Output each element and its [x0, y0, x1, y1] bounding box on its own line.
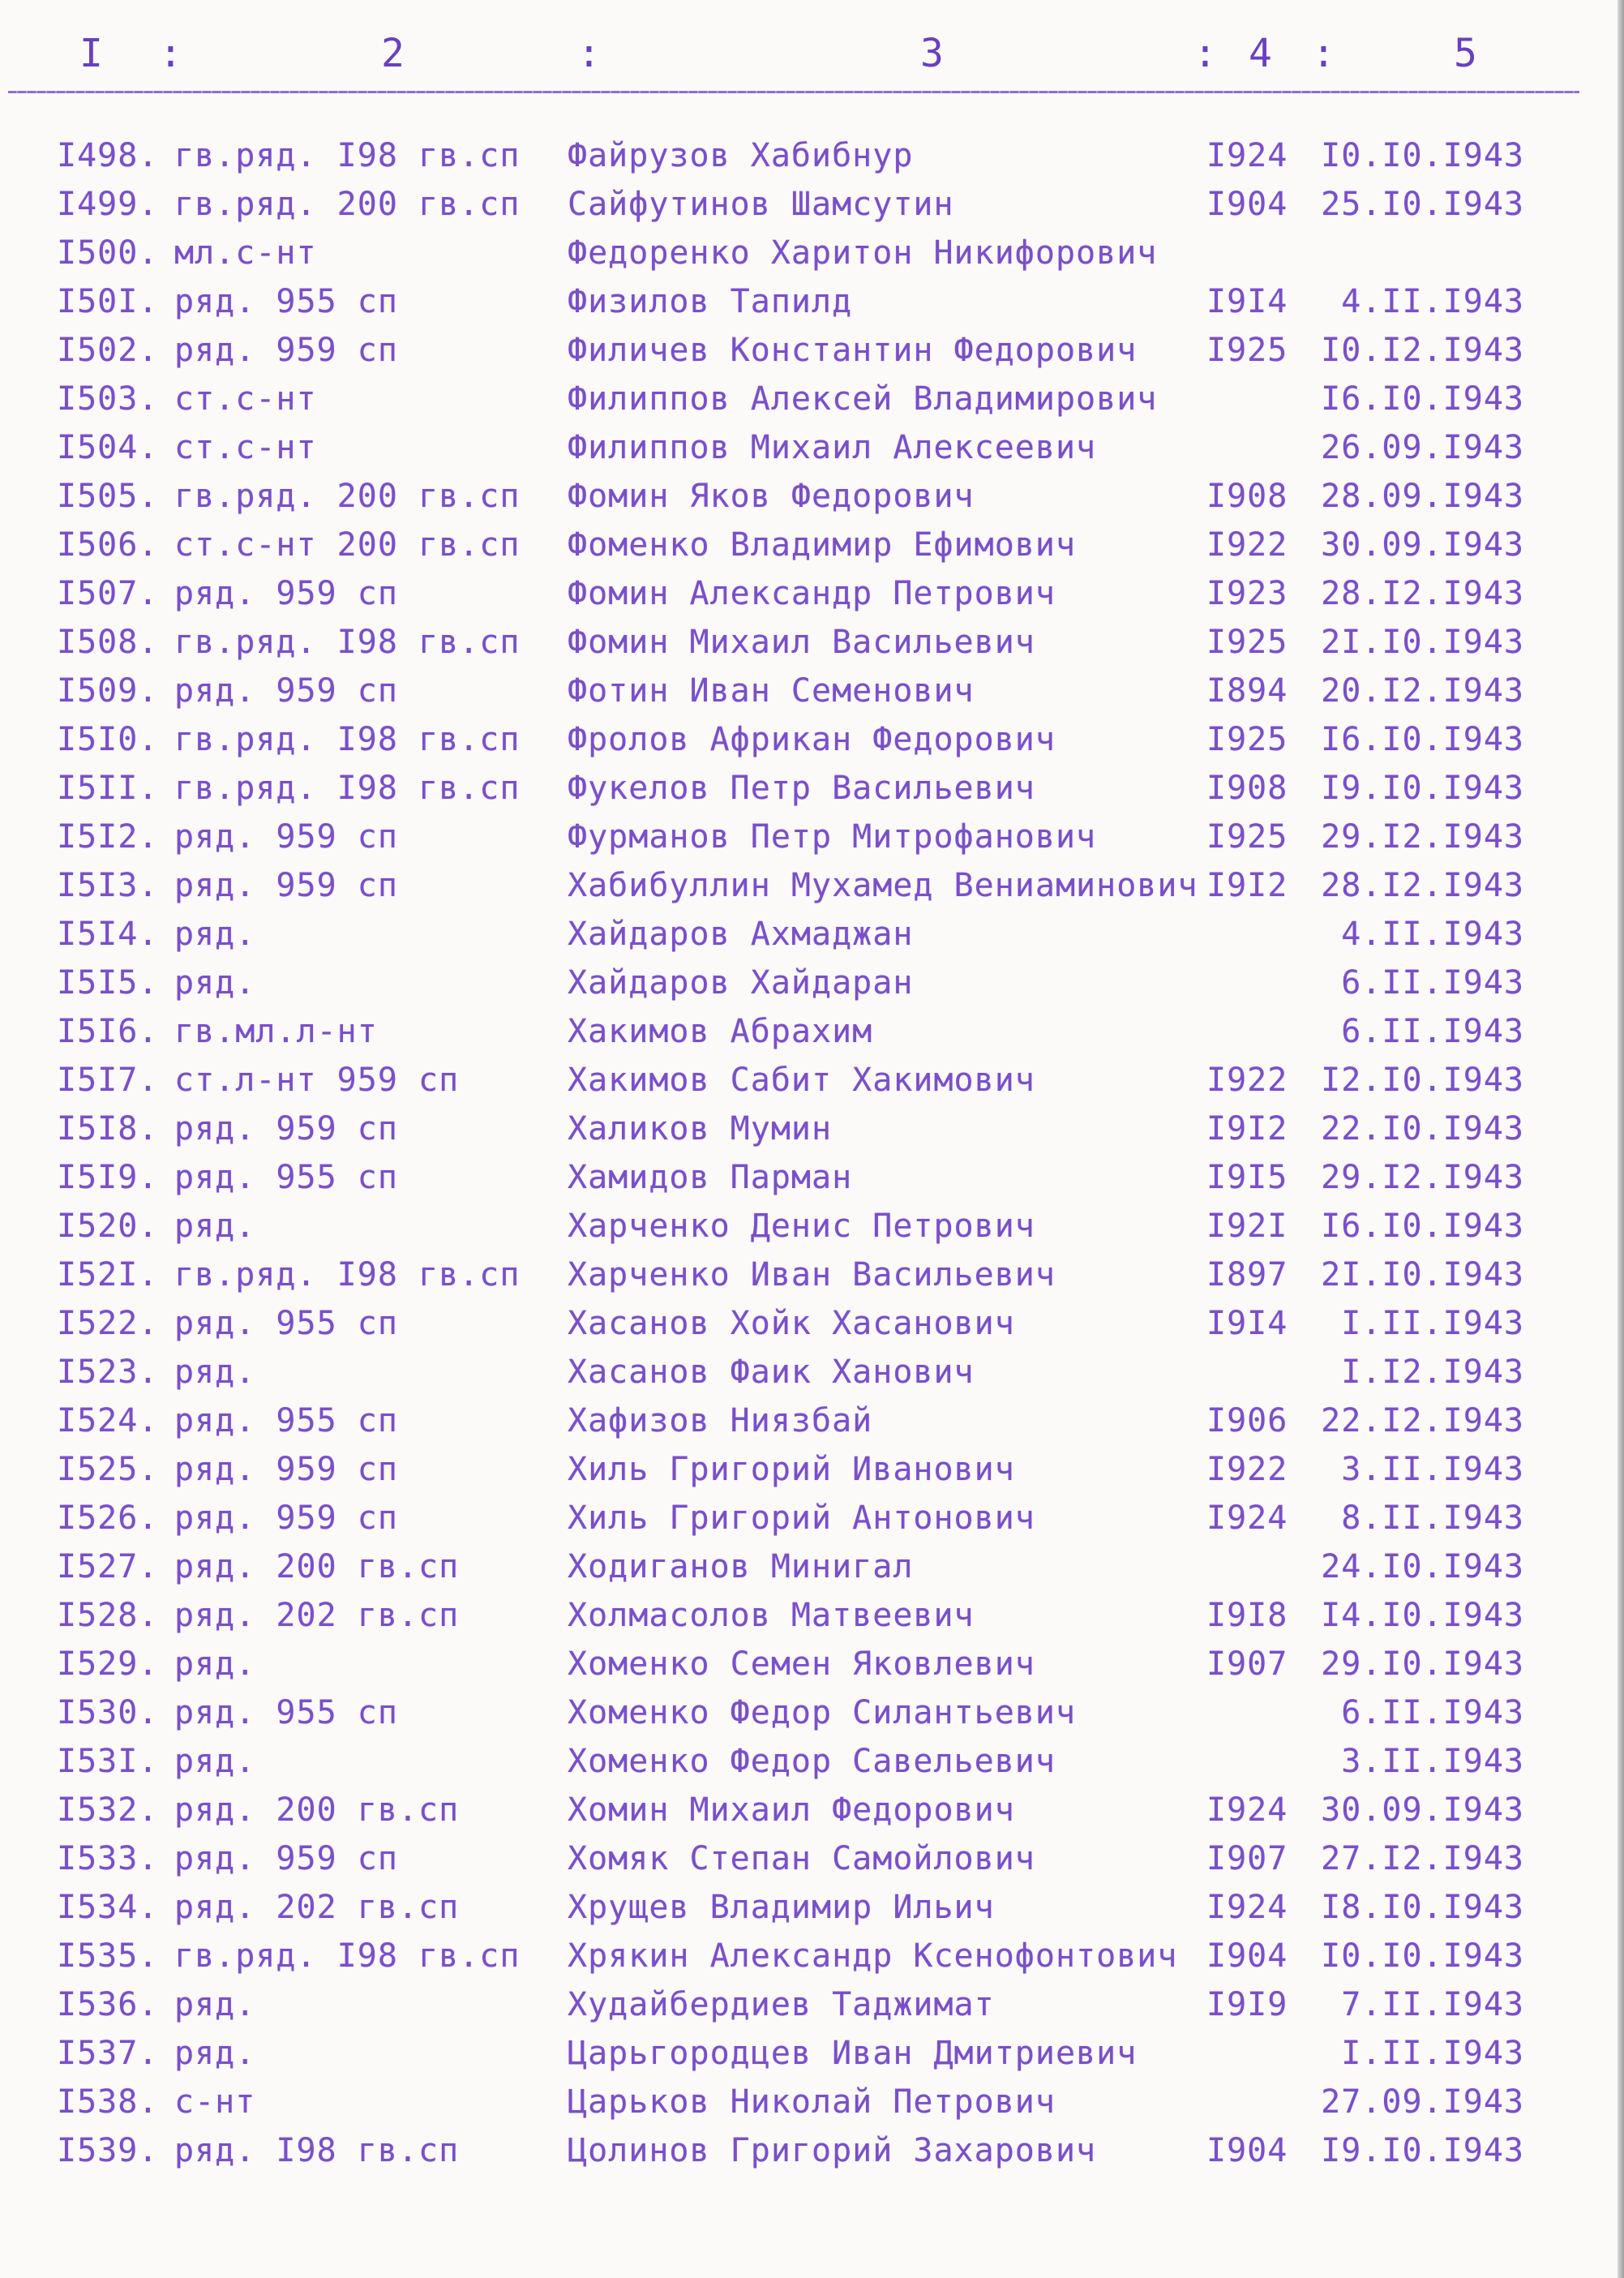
- record-birth-year: I9I4: [1206, 283, 1288, 320]
- record-date: 6.II.I943: [1341, 964, 1524, 1002]
- record-row: [0, 1056, 1624, 1105]
- record-number: I507.: [57, 575, 159, 612]
- record-full-name: Худайбердиев Таджимат: [568, 1986, 995, 2023]
- record-full-name: Хасанов Хойк Хасанович: [568, 1305, 1015, 1342]
- record-number: I503.: [57, 380, 159, 418]
- record-rank-unit: гв.ряд. I98 гв.сп: [174, 1937, 521, 1975]
- record-row: [0, 1688, 1624, 1737]
- record-rank-unit: ряд. 200 гв.сп: [174, 1791, 460, 1829]
- record-number: I520.: [57, 1208, 159, 1245]
- record-row: [0, 1786, 1624, 1834]
- record-date: 29.I2.I943: [1321, 1159, 1524, 1196]
- record-number: I533.: [57, 1840, 159, 1877]
- column-2-header: 2: [381, 31, 406, 76]
- column-separator: :: [1193, 31, 1219, 76]
- record-date: 26.09.I943: [1321, 429, 1524, 466]
- record-date: I0.I2.I943: [1321, 332, 1524, 369]
- record-row: [0, 2078, 1624, 2126]
- record-full-name: Хакимов Сабит Хакимович: [568, 1062, 1035, 1099]
- record-rank-unit: гв.ряд. 200 гв.сп: [174, 186, 521, 223]
- record-row: [0, 764, 1624, 813]
- record-row: [0, 1640, 1624, 1688]
- record-full-name: Фомин Михаил Васильевич: [568, 624, 1035, 661]
- record-row: [0, 1153, 1624, 1202]
- record-date: I8.I0.I943: [1321, 1889, 1524, 1926]
- record-row: [0, 472, 1624, 521]
- record-full-name: Хомяк Степан Самойлович: [568, 1840, 1035, 1877]
- record-full-name: Хрущев Владимир Ильич: [568, 1889, 995, 1926]
- record-birth-year: I925: [1206, 332, 1288, 369]
- record-rank-unit: ряд. 959 сп: [174, 332, 398, 369]
- record-row: [0, 1105, 1624, 1153]
- record-date: 3.II.I943: [1341, 1743, 1524, 1780]
- record-rank-unit: ряд.: [174, 2035, 256, 2072]
- record-date: I.II.I943: [1341, 2035, 1524, 2072]
- record-rank-unit: ряд.: [174, 1354, 256, 1391]
- record-date: 30.09.I943: [1321, 1791, 1524, 1829]
- record-date: 4.II.I943: [1341, 916, 1524, 953]
- record-full-name: Фомин Яков Федорович: [568, 478, 975, 515]
- record-rank-unit: ряд. 959 сп: [174, 575, 398, 612]
- column-4-header: 4: [1249, 31, 1274, 76]
- record-full-name: Хайдаров Ахмаджан: [568, 916, 914, 953]
- record-birth-year: I925: [1206, 721, 1288, 758]
- record-number: I504.: [57, 429, 159, 466]
- record-birth-year: I9I5: [1206, 1159, 1288, 1196]
- record-full-name: Федоренко Харитон Никифорович: [568, 234, 1158, 272]
- record-full-name: Хакимов Абрахим: [568, 1013, 873, 1050]
- record-rank-unit: ст.с-нт 200 гв.сп: [174, 526, 521, 564]
- record-date: 6.II.I943: [1341, 1013, 1524, 1050]
- record-full-name: Фомин Александр Петрович: [568, 575, 1056, 612]
- record-birth-year: I904: [1206, 186, 1288, 223]
- record-row: [0, 667, 1624, 715]
- record-rank-unit: гв.ряд. 200 гв.сп: [174, 478, 521, 515]
- record-rank-unit: ст.с-нт: [174, 429, 317, 466]
- record-full-name: Хафизов Ниязбай: [568, 1402, 873, 1439]
- record-rank-unit: ряд. 202 гв.сп: [174, 1597, 460, 1634]
- record-number: I5I3.: [57, 867, 159, 904]
- record-date: 25.I0.I943: [1321, 186, 1524, 223]
- record-number: I500.: [57, 234, 159, 272]
- record-date: I9.I0.I943: [1321, 2132, 1524, 2169]
- record-full-name: Хрякин Александр Ксенофонтович: [568, 1937, 1178, 1975]
- record-row: [0, 1591, 1624, 1640]
- record-rank-unit: ряд. 959 сп: [174, 1451, 398, 1488]
- record-date: 24.I0.I943: [1321, 1548, 1524, 1585]
- column-5-header: 5: [1454, 31, 1479, 76]
- record-full-name: Хиль Григорий Антонович: [568, 1499, 1035, 1537]
- record-number: I5I6.: [57, 1013, 159, 1050]
- record-full-name: Хоменко Семен Яковлевич: [568, 1645, 1035, 1683]
- record-row: [0, 569, 1624, 618]
- record-full-name: Хасанов Фаик Ханович: [568, 1354, 975, 1391]
- record-full-name: Царьгородцев Иван Дмитриевич: [568, 2035, 1138, 2072]
- record-full-name: Фролов Африкан Федорович: [568, 721, 1056, 758]
- record-row: [0, 326, 1624, 375]
- record-full-name: Хоменко Федор Савельевич: [568, 1743, 1056, 1780]
- record-number: I498.: [57, 137, 159, 174]
- record-number: I5I4.: [57, 916, 159, 953]
- record-row: [0, 2029, 1624, 2078]
- column-1-header: I: [79, 31, 105, 76]
- record-birth-year: I894: [1206, 672, 1288, 710]
- record-rank-unit: гв.ряд. I98 гв.сп: [174, 137, 521, 174]
- record-full-name: Филиппов Алексей Владимирович: [568, 380, 1158, 418]
- record-birth-year: I9I2: [1206, 1110, 1288, 1148]
- record-row: [0, 180, 1624, 229]
- record-number: I5II.: [57, 770, 159, 807]
- record-row: [0, 959, 1624, 1007]
- record-number: I537.: [57, 2035, 159, 2072]
- record-full-name: Физилов Тапилд: [568, 283, 853, 320]
- record-row: [0, 1542, 1624, 1591]
- record-row: [0, 1932, 1624, 1980]
- record-full-name: Царьков Николай Петрович: [568, 2083, 1056, 2121]
- record-full-name: Хомин Михаил Федорович: [568, 1791, 1015, 1829]
- record-birth-year: I922: [1206, 1062, 1288, 1099]
- record-birth-year: I9I2: [1206, 867, 1288, 904]
- record-number: I534.: [57, 1889, 159, 1926]
- column-3-header: 3: [920, 31, 945, 76]
- record-date: I6.I0.I943: [1321, 380, 1524, 418]
- record-row: [0, 277, 1624, 326]
- record-number: I52I.: [57, 1256, 159, 1293]
- record-rank-unit: гв.ряд. I98 гв.сп: [174, 770, 521, 807]
- record-rank-unit: гв.ряд. I98 гв.сп: [174, 721, 521, 758]
- record-rank-unit: ряд.: [174, 964, 256, 1002]
- record-row: [0, 1299, 1624, 1348]
- record-full-name: Сайфутинов Шамсутин: [568, 186, 954, 223]
- record-date: I2.I0.I943: [1321, 1062, 1524, 1099]
- record-number: I502.: [57, 332, 159, 369]
- record-date: 22.I2.I943: [1321, 1402, 1524, 1439]
- record-number: I539.: [57, 2132, 159, 2169]
- record-date: 28.I2.I943: [1321, 867, 1524, 904]
- record-rank-unit: ряд. 959 сп: [174, 1110, 398, 1148]
- record-rank-unit: ряд. 959 сп: [174, 672, 398, 710]
- record-birth-year: I923: [1206, 575, 1288, 612]
- record-date: 29.I0.I943: [1321, 1645, 1524, 1683]
- record-birth-year: I922: [1206, 526, 1288, 564]
- record-birth-year: I907: [1206, 1645, 1288, 1683]
- record-full-name: Фурманов Петр Митрофанович: [568, 818, 1097, 856]
- record-date: 22.I0.I943: [1321, 1110, 1524, 1148]
- record-birth-year: I897: [1206, 1256, 1288, 1293]
- record-date: I0.I0.I943: [1321, 137, 1524, 174]
- record-rank-unit: ряд.: [174, 1986, 256, 2023]
- record-number: I535.: [57, 1937, 159, 1975]
- record-number: I523.: [57, 1354, 159, 1391]
- record-birth-year: I924: [1206, 137, 1288, 174]
- record-date: 28.I2.I943: [1321, 575, 1524, 612]
- record-row: [0, 1396, 1624, 1445]
- record-birth-year: I908: [1206, 478, 1288, 515]
- record-row: [0, 229, 1624, 277]
- column-separator: :: [159, 31, 184, 76]
- column-header-row: [0, 23, 1624, 88]
- record-number: I524.: [57, 1402, 159, 1439]
- record-date: 30.09.I943: [1321, 526, 1524, 564]
- record-rank-unit: ряд. 202 гв.сп: [174, 1889, 460, 1926]
- header-divider: [8, 91, 1579, 93]
- record-row: [0, 2126, 1624, 2175]
- record-number: I50I.: [57, 283, 159, 320]
- record-date: 27.I2.I943: [1321, 1840, 1524, 1877]
- record-rank-unit: гв.ряд. I98 гв.сп: [174, 1256, 521, 1293]
- record-rank-unit: ряд. 959 сп: [174, 1840, 398, 1877]
- record-date: 6.II.I943: [1341, 1694, 1524, 1731]
- record-number: I530.: [57, 1694, 159, 1731]
- record-rank-unit: с-нт: [174, 2083, 256, 2121]
- record-number: I528.: [57, 1597, 159, 1634]
- record-birth-year: I906: [1206, 1402, 1288, 1439]
- record-date: 2I.I0.I943: [1321, 624, 1524, 661]
- record-birth-year: I924: [1206, 1791, 1288, 1829]
- record-number: I527.: [57, 1548, 159, 1585]
- record-number: I5I0.: [57, 721, 159, 758]
- record-row: [0, 1007, 1624, 1056]
- record-birth-year: I925: [1206, 624, 1288, 661]
- record-number: I508.: [57, 624, 159, 661]
- record-rank-unit: ряд. 955 сп: [174, 1694, 398, 1731]
- record-number: I499.: [57, 186, 159, 223]
- record-full-name: Хайдаров Хайдаран: [568, 964, 914, 1002]
- record-full-name: Халиков Мумин: [568, 1110, 833, 1148]
- record-date: 3.II.I943: [1341, 1451, 1524, 1488]
- record-birth-year: I924: [1206, 1889, 1288, 1926]
- record-row: [0, 1348, 1624, 1396]
- record-number: I5I2.: [57, 818, 159, 856]
- record-birth-year: I908: [1206, 770, 1288, 807]
- record-full-name: Фотин Иван Семенович: [568, 672, 975, 710]
- record-full-name: Файрузов Хабибнур: [568, 137, 914, 174]
- record-row: [0, 1980, 1624, 2029]
- record-full-name: Фукелов Петр Васильевич: [568, 770, 1035, 807]
- record-row: [0, 1445, 1624, 1494]
- record-row: [0, 423, 1624, 472]
- record-row: [0, 861, 1624, 910]
- record-row: [0, 131, 1624, 180]
- record-rank-unit: ряд. 955 сп: [174, 283, 398, 320]
- record-row: [0, 813, 1624, 861]
- record-full-name: Хиль Григорий Иванович: [568, 1451, 1015, 1488]
- record-full-name: Хамидов Парман: [568, 1159, 853, 1196]
- record-number: I5I7.: [57, 1062, 159, 1099]
- record-number: I5I5.: [57, 964, 159, 1002]
- record-rank-unit: ст.л-нт 959 сп: [174, 1062, 460, 1099]
- record-rank-unit: ряд. 959 сп: [174, 867, 398, 904]
- record-date: 20.I2.I943: [1321, 672, 1524, 710]
- record-number: I5I9.: [57, 1159, 159, 1196]
- record-row: [0, 618, 1624, 667]
- record-row: [0, 1737, 1624, 1786]
- record-rank-unit: ряд. 955 сп: [174, 1305, 398, 1342]
- record-row: [0, 1202, 1624, 1251]
- record-row: [0, 1494, 1624, 1542]
- record-birth-year: I924: [1206, 1499, 1288, 1537]
- record-full-name: Харченко Иван Васильевич: [568, 1256, 1056, 1293]
- record-birth-year: I92I: [1206, 1208, 1288, 1245]
- record-rank-unit: ряд. 959 сп: [174, 818, 398, 856]
- record-birth-year: I9I4: [1206, 1305, 1288, 1342]
- record-full-name: Хоменко Федор Силантьевич: [568, 1694, 1077, 1731]
- record-number: I509.: [57, 672, 159, 710]
- record-birth-year: I922: [1206, 1451, 1288, 1488]
- record-date: 28.09.I943: [1321, 478, 1524, 515]
- record-full-name: Фоменко Владимир Ефимович: [568, 526, 1077, 564]
- column-separator: :: [1312, 31, 1337, 76]
- record-full-name: Харченко Денис Петрович: [568, 1208, 1035, 1245]
- record-date: 4.II.I943: [1341, 283, 1524, 320]
- record-date: I.I2.I943: [1341, 1354, 1524, 1391]
- record-number: I532.: [57, 1791, 159, 1829]
- record-rank-unit: ряд. 200 гв.сп: [174, 1548, 460, 1585]
- record-birth-year: I904: [1206, 1937, 1288, 1975]
- record-birth-year: I904: [1206, 2132, 1288, 2169]
- record-rank-unit: ряд. 955 сп: [174, 1402, 398, 1439]
- record-birth-year: I9I8: [1206, 1597, 1288, 1634]
- record-row: [0, 375, 1624, 423]
- record-row: [0, 715, 1624, 764]
- record-rank-unit: ряд.: [174, 1743, 256, 1780]
- record-list: [0, 131, 1624, 2175]
- record-date: I6.I0.I943: [1321, 1208, 1524, 1245]
- record-date: I6.I0.I943: [1321, 721, 1524, 758]
- record-rank-unit: ряд. 955 сп: [174, 1159, 398, 1196]
- record-rank-unit: гв.ряд. I98 гв.сп: [174, 624, 521, 661]
- record-rank-unit: ряд.: [174, 1208, 256, 1245]
- record-date: I.II.I943: [1341, 1305, 1524, 1342]
- record-row: [0, 1883, 1624, 1932]
- record-full-name: Филичев Константин Федорович: [568, 332, 1138, 369]
- record-number: I522.: [57, 1305, 159, 1342]
- record-number: I506.: [57, 526, 159, 564]
- record-rank-unit: мл.с-нт: [174, 234, 317, 272]
- record-row: [0, 1251, 1624, 1299]
- record-number: I53I.: [57, 1743, 159, 1780]
- record-birth-year: I907: [1206, 1840, 1288, 1877]
- record-row: [0, 1834, 1624, 1883]
- record-date: 27.09.I943: [1321, 2083, 1524, 2121]
- record-rank-unit: ряд. 959 сп: [174, 1499, 398, 1537]
- record-date: 8.II.I943: [1341, 1499, 1524, 1537]
- record-number: I525.: [57, 1451, 159, 1488]
- record-rank-unit: гв.мл.л-нт: [174, 1013, 378, 1050]
- record-date: 29.I2.I943: [1321, 818, 1524, 856]
- record-rank-unit: ст.с-нт: [174, 380, 317, 418]
- record-full-name: Цолинов Григорий Захарович: [568, 2132, 1097, 2169]
- column-separator: :: [577, 31, 602, 76]
- record-rank-unit: ряд.: [174, 916, 256, 953]
- record-date: 7.II.I943: [1341, 1986, 1524, 2023]
- record-birth-year: I9I9: [1206, 1986, 1288, 2023]
- record-number: I536.: [57, 1986, 159, 2023]
- record-number: I505.: [57, 478, 159, 515]
- record-full-name: Ходиганов Минигал: [568, 1548, 914, 1585]
- record-number: I526.: [57, 1499, 159, 1537]
- record-row: [0, 910, 1624, 959]
- record-rank-unit: ряд. I98 гв.сп: [174, 2132, 460, 2169]
- record-date: 2I.I0.I943: [1321, 1256, 1524, 1293]
- record-full-name: Филиппов Михаил Алексеевич: [568, 429, 1097, 466]
- record-full-name: Хабибуллин Мухамед Вениаминович: [568, 867, 1198, 904]
- record-rank-unit: ряд.: [174, 1645, 256, 1683]
- record-date: I4.I0.I943: [1321, 1597, 1524, 1634]
- record-number: I529.: [57, 1645, 159, 1683]
- record-date: I9.I0.I943: [1321, 770, 1524, 807]
- record-number: I5I8.: [57, 1110, 159, 1148]
- record-number: I538.: [57, 2083, 159, 2121]
- record-full-name: Холмасолов Матвеевич: [568, 1597, 975, 1634]
- record-row: [0, 521, 1624, 569]
- record-date: I0.I0.I943: [1321, 1937, 1524, 1975]
- record-birth-year: I925: [1206, 818, 1288, 856]
